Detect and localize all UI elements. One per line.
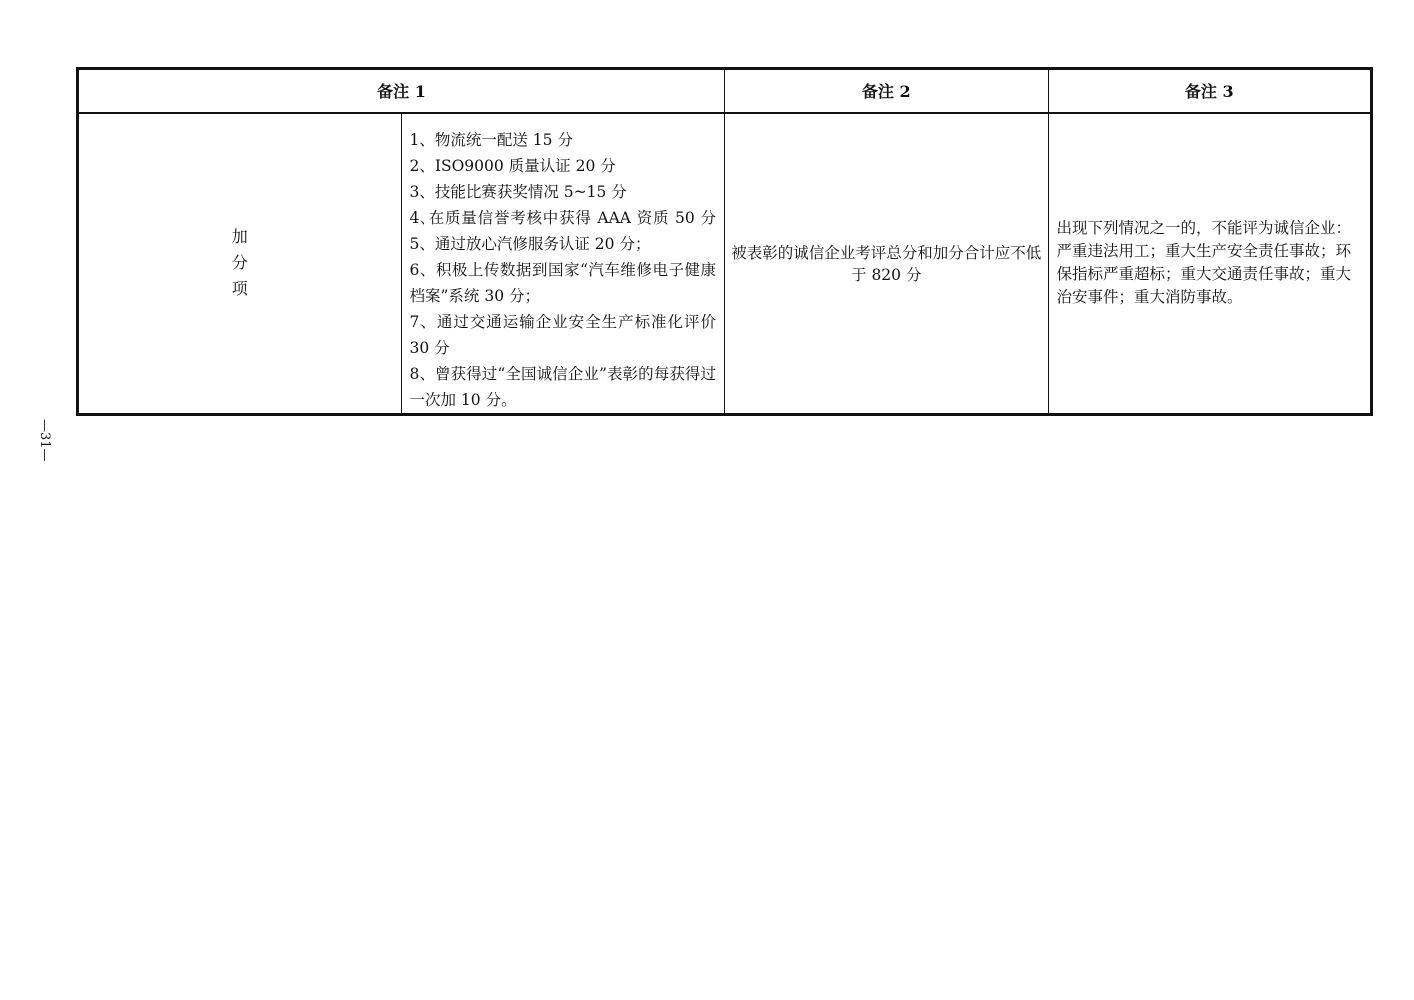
- header-note-1: 备注 1: [78, 69, 725, 113]
- bonus-items-cell: [401, 113, 725, 415]
- note-3-body: 严重违法用工；重大生产安全责任事故；环保指标严重超标；重大交通责任事故；重大治安事件；重大消防事故。: [1056, 242, 1352, 306]
- bonus-item: 1、物流统一配送 15 分: [409, 130, 573, 149]
- note-3-intro: 出现下列情况之一的，不能评为诚信企业：: [1056, 219, 1352, 237]
- page-number: —31—: [37, 419, 52, 462]
- row-label-char: 加: [231, 227, 248, 246]
- bonus-item: 2、ISO9000 质量认证 20 分: [409, 156, 616, 175]
- table-header-row: [78, 69, 1372, 113]
- row-label-char: 分: [231, 253, 248, 272]
- note-3-cell: [1048, 113, 1372, 415]
- bonus-item: 4､在质量信誉考核中获得 AAA 资质 50 分 5、通过放心汽修服务认证 20 分；: [409, 208, 716, 253]
- header-note-2: 备注 2: [725, 69, 1049, 113]
- bonus-item: 3、技能比赛获奖情况 5~15 分: [409, 182, 627, 201]
- row-label-char: 项: [231, 279, 248, 298]
- bonus-item: 8、曾获得过“全国诚信企业”表彰的每获得过一次加 10 分。: [409, 364, 716, 409]
- bonus-item: 7、通过交通运输企业安全生产标准化评价 30 分: [409, 312, 716, 357]
- scoring-table: [76, 67, 1373, 416]
- note-2-cell: 被表彰的诚信企业考评总分和加分合计应不低于 820 分: [725, 113, 1049, 415]
- bonus-row-label: [78, 113, 402, 415]
- bonus-item: 6、积极上传数据到国家“汽车维修电子健康档案”系统 30 分；: [409, 260, 716, 305]
- bonus-row: [78, 113, 1372, 415]
- header-note-3: 备注 3: [1048, 69, 1372, 113]
